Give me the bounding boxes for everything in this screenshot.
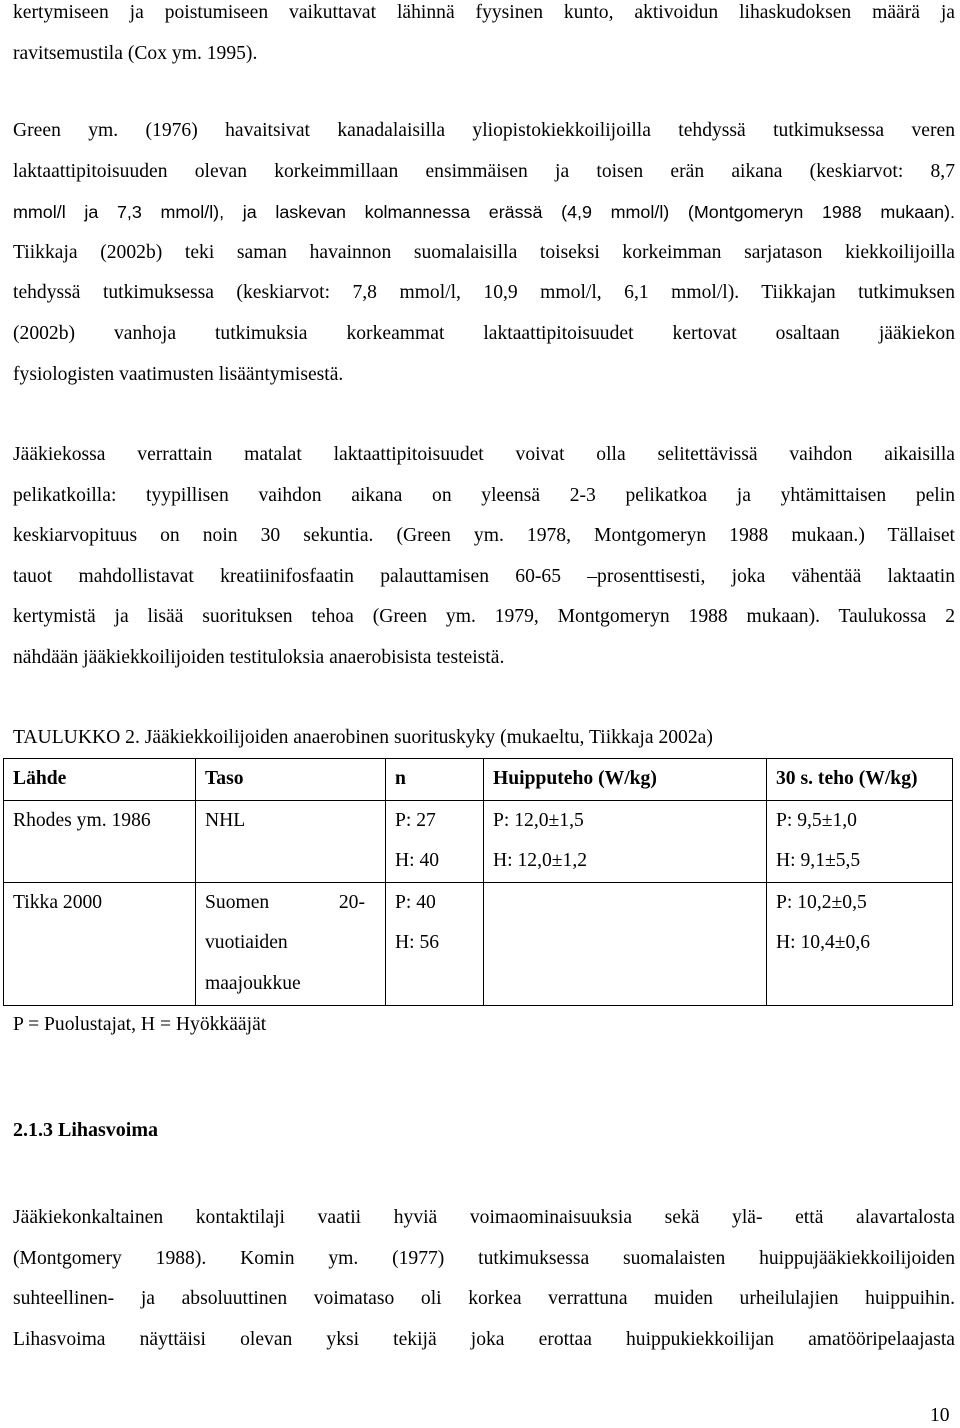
s30-forwards: H: 10,4±0,6 xyxy=(776,932,871,954)
table-row xyxy=(4,882,953,1005)
cell-source xyxy=(4,882,196,1005)
level-text: vuotiaiden xyxy=(205,932,288,954)
header-30s-power: 30 s. teho (W/kg) xyxy=(767,759,953,801)
paragraph-low-lactate xyxy=(13,435,955,679)
peak-defenders: P: 12,0±1,5 xyxy=(493,809,584,831)
cell-n xyxy=(386,882,484,1005)
cell-peak-power xyxy=(484,800,767,882)
page-number: 10 xyxy=(930,1405,950,1426)
text-line: laktaattipitoisuuden olevan korkeimmillaan ensimmäisen ja toisen erän aikana (keskiarvot: 8,7 xyxy=(13,160,955,182)
cell-level xyxy=(196,800,386,882)
peak-forwards: H: 12,0±1,2 xyxy=(493,850,588,872)
text-line: (Montgomery 1988). Komin ym. (1977) tutkimuksessa suomalaisten huippujääkiekkoilijoiden xyxy=(13,1247,955,1269)
text-line: Tiikkaja (2002b) teki saman havainnon suomalaisilla toiseksi korkeimman sarjatason kiekkoilijoilla xyxy=(13,241,955,263)
anaerobic-performance-table xyxy=(3,758,953,1006)
cell-30s-power xyxy=(767,882,953,1005)
n-defenders: P: 40 xyxy=(395,891,436,913)
table-header-row xyxy=(4,759,953,801)
level-word: 20- xyxy=(338,891,365,913)
text-line: Jääkiekonkaltainen kontaktilaji vaatii hyviä voimaominaisuuksia sekä ylä- että alavartalosta xyxy=(13,1207,955,1228)
text-line: kertymiseen ja poistumiseen vaikuttavat lähinnä fyysinen kunto, aktivoidun lihaskudoksen määrä ja xyxy=(13,2,955,23)
s30-defenders: P: 9,5±1,0 xyxy=(776,809,857,831)
paragraph-intro xyxy=(13,0,955,74)
n-forwards: H: 56 xyxy=(395,932,440,954)
text-line: tauot mahdollistavat kreatiinifosfaatin palauttamisen 60-65 –prosenttisesti, joka vähentää laktaatin xyxy=(13,565,955,587)
cell-30s-power xyxy=(767,800,953,882)
header-level: Taso xyxy=(196,759,386,801)
text-line: kertymistä ja lisää suorituksen tehoa (Green ym. 1979, Montgomeryn 1988 mukaan). Taulukossa 2 xyxy=(13,606,955,628)
source-text: Rhodes ym. 1986 xyxy=(13,809,151,831)
n-forwards: H: 40 xyxy=(395,850,440,872)
level-text: maajoukkue xyxy=(205,972,301,994)
source-text: Tikka 2000 xyxy=(13,891,103,913)
text-line: suhteellinen- ja absoluuttinen voimataso oli korkea verrattuna muiden urheilulajien huippuihin. xyxy=(13,1288,955,1310)
text-line: fysiologisten vaatimusten lisääntymisestä. xyxy=(13,363,344,385)
level-word: Suomen xyxy=(205,891,270,913)
text-line: (2002b) vanhoja tutkimuksia korkeammat laktaattipitoisuudet kertovat osaltaan jääkiekon xyxy=(13,322,955,344)
text-line: pelikatkoilla: tyypillisen vaihdon aikana on yleensä 2-3 pelikatkoa ja yhtämittaisen pelin xyxy=(13,484,955,506)
text-line: Lihasvoima näyttäisi olevan yksi tekijä joka erottaa huippukiekkoilijan amatööripelaajasta xyxy=(13,1328,955,1350)
table-row xyxy=(4,800,953,882)
header-n: n xyxy=(386,759,484,801)
cell-peak-power-empty xyxy=(484,882,767,1005)
text-line: mmol/l ja 7,3 mmol/l), ja laskevan kolmannessa erässä (4,9 mmol/l) (Montgomeryn 1988 mukaan). xyxy=(13,202,955,223)
table-legend: P = Puolustajat, H = Hyökkääjät xyxy=(13,1014,267,1035)
level-first-line xyxy=(205,883,365,924)
table-caption: TAULUKKO 2. Jääkiekkoilijoiden anaerobinen suorituskyky (mukaeltu, Tiikkaja 2002a) xyxy=(13,727,713,748)
text-line: Green ym. (1976) havaitsivat kanadalaisilla yliopistokiekkoilijoilla tehdyssä tutkimuksessa veren xyxy=(13,120,955,141)
paragraph-muscle-strength xyxy=(13,1198,955,1360)
s30-defenders: P: 10,2±0,5 xyxy=(776,891,867,913)
text-line: Jääkiekossa verrattain matalat laktaattipitoisuudet voivat olla selitettävissä vaihdon aikaisilla xyxy=(13,444,955,465)
n-defenders: P: 27 xyxy=(395,809,436,831)
level-text: NHL xyxy=(205,809,246,831)
text-line: keskiarvopituus on noin 30 sekuntia. (Green ym. 1978, Montgomeryn 1988 mukaan.) Tällaiset xyxy=(13,525,955,547)
header-peak-power: Huipputeho (W/kg) xyxy=(484,759,767,801)
cell-source xyxy=(4,800,196,882)
cell-level xyxy=(196,882,386,1005)
text-line: ravitsemustila (Cox ym. 1995). xyxy=(13,42,258,64)
text-line: nähdään jääkiekkoilijoiden testituloksia anaerobisista testeistä. xyxy=(13,646,505,668)
section-heading: 2.1.3 Lihasvoima xyxy=(13,1119,159,1141)
paragraph-lactate-levels xyxy=(13,111,955,395)
header-source: Lähde xyxy=(4,759,196,801)
text-line: tehdyssä tutkimuksessa (keskiarvot: 7,8 mmol/l, 10,9 mmol/l, 6,1 mmol/l). Tiikkajan tutkimuksen xyxy=(13,282,955,304)
s30-forwards: H: 9,1±5,5 xyxy=(776,850,861,872)
cell-n xyxy=(386,800,484,882)
